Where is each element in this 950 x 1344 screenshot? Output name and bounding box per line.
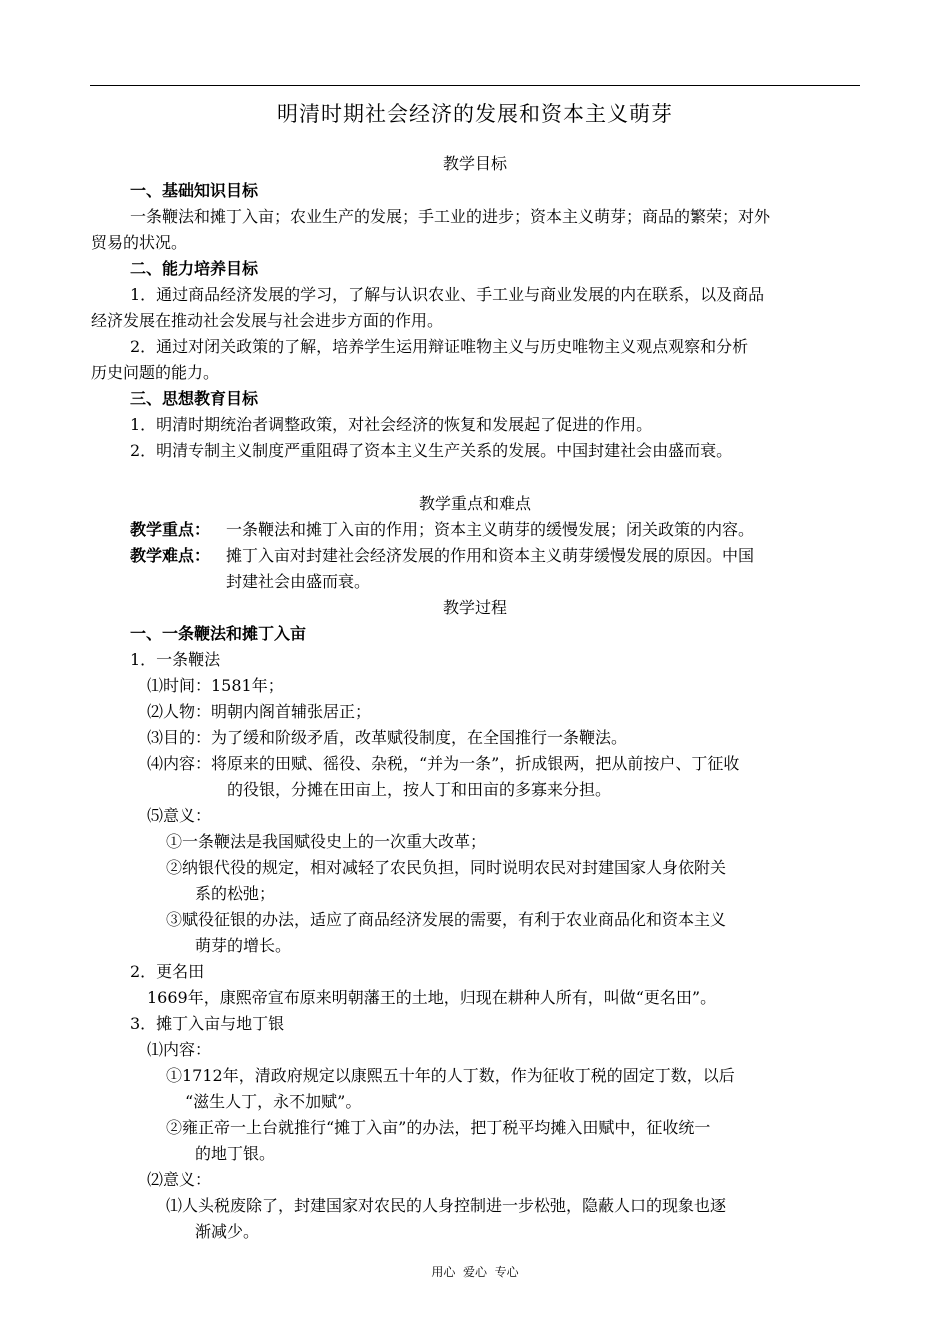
list-item: 2．更名田 xyxy=(130,962,205,981)
section-heading-objectives: 教学目标 xyxy=(442,154,507,173)
header-rule xyxy=(90,85,860,86)
list-item: ⑶目的：为了缓和阶级矛盾，改革赋役制度，在全国推行一条鞭法。 xyxy=(147,728,628,747)
section-heading-keypoints: 教学重点和难点 xyxy=(418,494,531,513)
objective-heading-2: 二、能力培养目标 xyxy=(130,259,259,278)
key-point-text: 一条鞭法和摊丁入亩的作用；资本主义萌芽的缓慢发展；闭关政策的内容。 xyxy=(226,520,755,539)
difficulty-label: 教学难点： xyxy=(130,546,211,565)
difficulty-text: 摊丁入亩对封建社会经济发展的作用和资本主义萌芽缓慢发展的原因。中国 xyxy=(226,546,755,565)
difficulty-text: 封建社会由盛而衰。 xyxy=(226,572,371,591)
page-title: 明清时期社会经济的发展和资本主义萌芽 xyxy=(277,102,673,126)
paragraph-line: 2．通过对闭关政策的了解，培养学生运用辩证唯物主义与历史唯物主义观点观察和分析 xyxy=(130,337,749,356)
list-item: ⑵意义： xyxy=(147,1170,212,1189)
list-item: 系的松弛； xyxy=(195,884,276,903)
list-item: 的役银，分摊在田亩上，按人丁和田亩的多寡来分担。 xyxy=(227,780,612,799)
list-item: 渐减少。 xyxy=(195,1222,260,1241)
list-item: ⑵人物：明朝内阁首辅张居正； xyxy=(147,702,372,721)
paragraph-line: 经济发展在推动社会发展与社会进步方面的作用。 xyxy=(91,311,444,330)
objective-heading-1: 一、基础知识目标 xyxy=(130,181,259,200)
list-item: ⑴人头税废除了，封建国家对农民的人身控制进一步松弛，隐蔽人口的现象也逐 xyxy=(166,1196,727,1215)
process-heading-1: 一、一条鞭法和摊丁入亩 xyxy=(130,624,307,643)
list-item: ②纳银代役的规定，相对减轻了农民负担，同时说明农民对封建国家人身依附关 xyxy=(166,858,727,877)
paragraph-line: 历史问题的能力。 xyxy=(91,363,220,382)
paragraph-line: 1．通过商品经济发展的学习，了解与认识农业、手工业与商业发展的内在联系，以及商品 xyxy=(130,285,765,304)
list-item: ⑷内容：将原来的田赋、徭役、杂税，“并为一条”，折成银两，把从前按户、丁征收 xyxy=(147,754,740,773)
list-item: 1．一条鞭法 xyxy=(130,650,221,669)
paragraph-line: 2．明清专制主义制度严重阻碍了资本主义生产关系的发展。中国封建社会由盛而衰。 xyxy=(130,441,733,460)
paragraph-line: 1669年，康熙帝宣布原来明朝藩王的土地，归现在耕种人所有，叫做“更名田”。 xyxy=(147,988,717,1007)
list-item: ⑸意义： xyxy=(147,806,212,825)
list-item: 的地丁银。 xyxy=(195,1144,276,1163)
list-item: ⑴内容： xyxy=(147,1040,212,1059)
list-item: 3．摊丁入亩与地丁银 xyxy=(130,1014,285,1033)
list-item: ①1712年，清政府规定以康熙五十年的人丁数，作为征收丁税的固定丁数，以后 xyxy=(166,1066,735,1085)
key-point-label: 教学重点： xyxy=(130,520,211,539)
page-footer: 用心 爱心 专心 xyxy=(431,1265,519,1279)
paragraph-line: 贸易的状况。 xyxy=(91,233,188,252)
list-item: ①一条鞭法是我国赋役史上的一次重大改革； xyxy=(166,832,487,851)
paragraph-line: 一条鞭法和摊丁入亩；农业生产的发展；手工业的进步；资本主义萌芽；商品的繁荣；对外 xyxy=(130,207,771,226)
paragraph-line: 1．明清时期统治者调整政策，对社会经济的恢复和发展起了促进的作用。 xyxy=(130,415,653,434)
list-item: “滋生人丁，永不加赋”。 xyxy=(185,1092,362,1111)
list-item: ③赋役征银的办法，适应了商品经济发展的需要，有利于农业商品化和资本主义 xyxy=(166,910,727,929)
objective-heading-3: 三、思想教育目标 xyxy=(130,389,259,408)
list-item: 萌芽的增长。 xyxy=(195,936,292,955)
section-heading-process: 教学过程 xyxy=(442,598,507,617)
list-item: ②雍正帝一上台就推行“摊丁入亩”的办法，把丁税平均摊入田赋中，征收统一 xyxy=(166,1118,711,1137)
list-item: ⑴时间：1581年； xyxy=(147,676,284,695)
